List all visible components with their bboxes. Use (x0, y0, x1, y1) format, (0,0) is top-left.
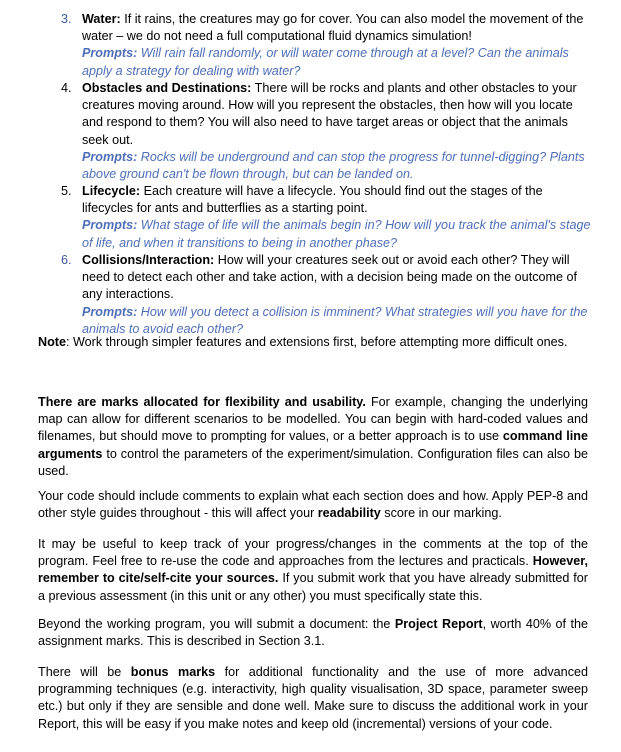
bonus-text: There will be (38, 665, 131, 679)
report-text: Beyond the working program, you will submit a document: the (38, 617, 395, 631)
item-body: Each creature will have a lifecycle. You should find out the stages of the lifecycles for ants and butterflies as a starting point. (82, 184, 543, 216)
item-body: There will be rocks and plants and other obstacles to your creatures moving around. How will you represent the obstacles, then how will you locate and respond to them? You will also need to have target areas or object that the animals seek out. (82, 81, 577, 147)
list-item-lifecycle (61, 183, 592, 252)
item-prompt (82, 305, 587, 336)
prompt-label: Prompts: (82, 304, 138, 319)
item-prompt (82, 218, 590, 249)
progress-text: It may be useful to keep track of your progress/changes in the comments at the top of the program. Feel free to re-use the code and approaches from the lectures and practicals. (38, 537, 588, 569)
note-text: : Work through simpler features and extensions first, before attempting more difficult ones. (66, 335, 568, 349)
item-title: Obstacles and Destinations: (82, 81, 252, 95)
marks-lead: There are marks allocated for flexibility and usability. (38, 395, 366, 409)
item-body: If it rains, the creatures may go for cover. You can also model the movement of the water – we do not need a full computational fluid dynamics simulation! (82, 12, 584, 44)
list-number: 4. (61, 81, 72, 95)
marks-paragraph (38, 394, 588, 480)
item-title: Lifecycle: (82, 184, 141, 198)
list-item-collisions (61, 252, 592, 338)
list-number: 6. (61, 253, 72, 267)
report-text-end: , worth 40% of the assignment marks. This is described in Section 3.1. (38, 617, 588, 649)
report-bold: Project Report (394, 617, 483, 631)
prompt-label: Prompts: (82, 149, 138, 164)
bonus-paragraph (38, 664, 588, 733)
prompt-text: Rocks will be underground and can stop the progress for tunnel-digging? Plants above ground can't be flown through, but can be landed on. (82, 149, 585, 182)
item-prompt (82, 46, 569, 77)
note-paragraph (38, 334, 588, 351)
item-title: Water: (82, 12, 121, 26)
item-prompt (82, 150, 585, 181)
list-number: 3. (61, 12, 72, 26)
list-item-water (61, 11, 592, 80)
comments-paragraph (38, 488, 588, 522)
marks-cla: command line arguments (38, 429, 588, 461)
progress-bold: However, remember to cite/self-cite your sources. (38, 554, 588, 586)
progress-text-end: If you submit work that you have already submitted for a previous assessment (in this unit or any other) you must specifically state this. (38, 571, 588, 603)
note-label: Note (38, 335, 66, 349)
prompt-text: Will rain fall randomly, or will water come through at a level? Can the animals apply a strategy for dealing with water? (82, 46, 569, 78)
bonus-bold: bonus marks (130, 665, 216, 679)
marks-text-end: to control the parameters of the experiment/simulation. Configuration files can also be used. (38, 446, 588, 478)
prompt-text: How will you detect a collision is imminent? What strategies will you have for the animals to avoid each other? (82, 304, 588, 336)
prompt-text: What stage of life will the animals begin in? How will you track the animal's stage of life, and when it transitions to being in another phase? (82, 218, 591, 250)
prompt-label: Prompts: (82, 218, 138, 233)
bonus-text-end: for additional functionality and the use of more advanced programming techniques (e.g. interactivity, high quality visualisation, 3D space, parameter sweep etc.) but only if they are sensible and done well. Make sure to discuss the additional work in your Report, this will be easy if you make notes and keep old (incremental) versions of your code. (38, 665, 588, 731)
report-paragraph (38, 616, 588, 650)
item-body: How will your creatures seek out or avoid each other? They will need to detect each other and take action, with a decision being made on the outcome of any interactions. (82, 253, 577, 302)
item-title: Collisions/Interaction: (82, 253, 215, 267)
list-item-obstacles (61, 80, 592, 183)
comments-text-end: score in our marking. (380, 506, 502, 521)
prompt-label: Prompts: (82, 46, 138, 61)
list-number: 5. (61, 184, 72, 198)
comments-bold: readability (317, 506, 381, 521)
marks-text: For example, changing the underlying map can allow for different scenarios to be modelled. You can begin with hard-coded values and filenames, but should move to prompting for values, or a better approach is to use (38, 395, 588, 444)
progress-paragraph (38, 536, 588, 605)
comments-text: Your code should include comments to explain what each section does and how. Apply PEP-8 and other style guides throughout - this will affect your (38, 489, 588, 521)
